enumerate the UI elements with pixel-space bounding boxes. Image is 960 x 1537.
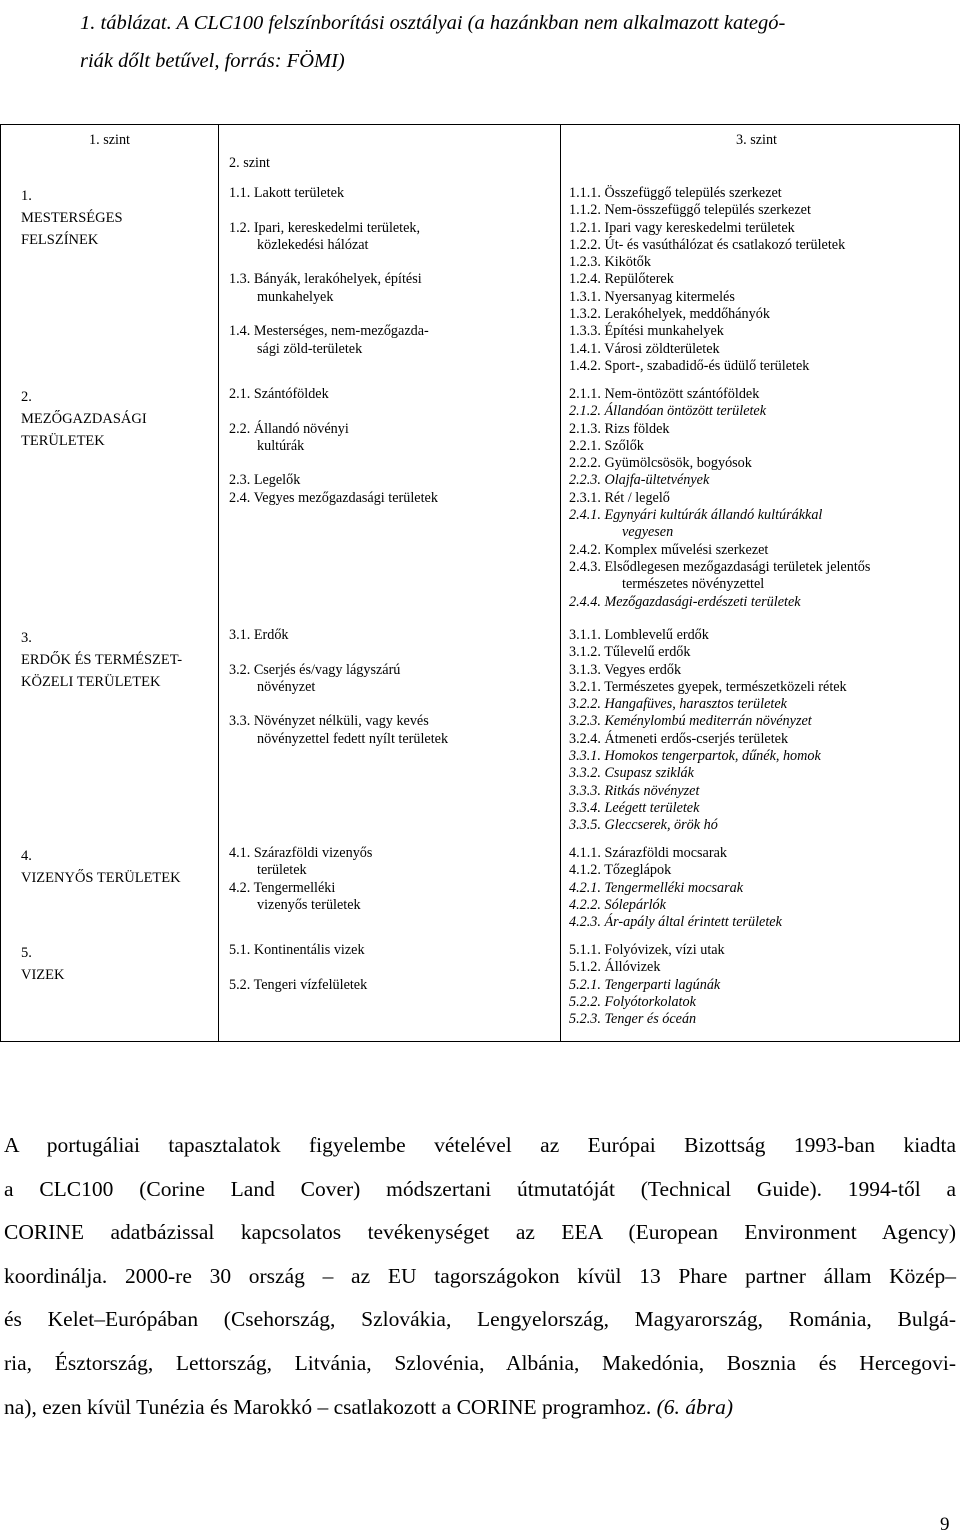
level2-item: közlekedési hálózat [257, 236, 369, 253]
level2-item: 2.3. Legelők [229, 472, 301, 489]
caption-line: riák dőlt betűvel, forrás: FÖMI) [80, 50, 345, 72]
level1-cell [21, 386, 206, 452]
level3-item: 2.3.1. Rét / legelő [569, 489, 670, 506]
level1-line: 5. [21, 945, 32, 961]
level3-item: 3.1.3. Vegyes erdők [569, 661, 682, 678]
level3-item: 1.2.1. Ipari vagy kereskedelmi területek [569, 219, 795, 236]
level3-item: 1.1.1. Összefüggő település szerkezet [569, 185, 782, 201]
level3-item: 2.4.2. Komplex művelési szerkezet [569, 541, 769, 558]
level3-cell [569, 942, 959, 1028]
level1-line: ERDŐK ÉS TERMÉSZET- [21, 652, 183, 668]
level3-item: 3.3.3. Ritkás növényzet [569, 782, 700, 799]
level2-item: 3.2. Cserjés és/vagy lágyszárú [229, 661, 401, 678]
level2-item: kultúrák [257, 437, 305, 454]
table-border-bottom [0, 1041, 960, 1042]
table-column-divider [218, 124, 219, 1042]
level2-item: 1.4. Mesterséges, nem-mezőgazda- [229, 323, 429, 340]
level3-item: 5.1.1. Folyóvizek, vízi utak [569, 942, 725, 958]
level2-item: 5.2. Tengeri vízfelületek [229, 976, 368, 993]
level3-item: 2.4.1. Egynyári kultúrák állandó kultúrákkal [569, 507, 823, 524]
paragraph-line: és Kelet–Európában (Csehország, Szlovákia, Lengyelország, Magyarország, Románia, Bulgá- [4, 1307, 956, 1332]
level3-item: 1.2.3. Kikötők [569, 254, 651, 271]
table-column-divider [560, 124, 561, 1042]
level3-item: 3.2.1. Természetes gyepek, természetközeli rétek [569, 678, 847, 695]
level1-cell [21, 845, 206, 889]
level2-cell [229, 627, 549, 748]
level3-item: 1.3.2. Lerakóhelyek, meddőhányók [569, 306, 770, 323]
level2-item: 1.1. Lakott területek [229, 185, 345, 201]
level1-line: 2. [21, 389, 32, 405]
level3-item: 1.4.2. Sport-, szabadidő-és üdülő területek [569, 357, 810, 374]
level3-item: 5.1.2. Állóvizek [569, 959, 661, 976]
level2-item: 2.4. Vegyes mezőgazdasági területek [229, 489, 438, 506]
paragraph-line: CORINE adatbázissal kapcsolatos tevékenységet az EEA (European Environment Agency) [4, 1220, 956, 1245]
level3-item: 5.2.2. Folyótorkolatok [569, 993, 696, 1010]
level3-item: 1.2.4. Repülőterek [569, 271, 674, 288]
level2-item: sági zöld-területek [257, 340, 363, 357]
level1-cell [21, 942, 206, 986]
level3-cell [569, 386, 959, 611]
level2-cell [229, 185, 549, 358]
table-border-left [0, 124, 1, 1042]
level2-item: 1.2. Ipari, kereskedelmi területek, [229, 219, 421, 236]
level3-item: 3.3.4. Leégett területek [569, 799, 700, 816]
level3-item: 4.1.1. Szárazföldi mocsarak [569, 845, 727, 861]
level2-cell [229, 386, 549, 507]
level3-item: 1.1.2. Nem-összefüggő település szerkezet [569, 202, 811, 219]
level1-line: MEZŐGAZDASÁGI [21, 411, 147, 427]
paragraph-line: ria, Észtország, Lettország, Litvánia, Szlovénia, Albánia, Makedónia, Bosznia és Hercegovi- [4, 1350, 956, 1375]
level3-item: vegyesen [622, 524, 674, 541]
paragraph-text: na), ezen kívül Tunézia és Marokkó – csatlakozott a CORINE programhoz. [4, 1394, 657, 1419]
level2-item: munkahelyek [257, 288, 334, 305]
level3-item: 2.1.3. Rizs földek [569, 420, 670, 437]
level3-item: 2.4.3. Elsődlegesen mezőgazdasági területek jelentős [569, 558, 871, 575]
level2-item: 1.3. Bányák, lerakóhelyek, építési [229, 271, 422, 288]
header-level-2: 2. szint [229, 155, 270, 171]
table-caption [80, 4, 940, 80]
level3-item: 2.2.2. Gyümölcsösök, bogyósok [569, 455, 752, 472]
level3-item: 2.4.4. Mezőgazdasági-erdészeti területek [569, 593, 801, 610]
level1-line: TERÜLETEK [21, 433, 105, 449]
level3-cell [569, 845, 959, 931]
level1-line: MESTERSÉGES [21, 210, 123, 226]
caption-line: 1. táblázat. A CLC100 felszínborítási osztályai (a hazánkban nem alkalmazott kategó- [80, 12, 786, 34]
level1-line: VIZENYŐS TERÜLETEK [21, 870, 181, 886]
level3-item: természetes növényzettel [622, 576, 765, 593]
level3-item: 3.1.2. Tűlevelű erdők [569, 644, 691, 661]
level3-item: 5.2.3. Tenger és óceán [569, 1011, 697, 1028]
level3-item: 3.2.4. Átmeneti erdős-cserjés területek [569, 730, 789, 747]
paragraph-line [4, 1386, 956, 1430]
header-level-3: 3. szint [736, 132, 777, 148]
level3-item: 2.2.1. Szőlők [569, 437, 644, 454]
level3-item: 2.1.1. Nem-öntözött szántóföldek [569, 386, 760, 402]
level2-item: 5.1. Kontinentális vizek [229, 942, 365, 958]
level1-cell [21, 627, 206, 693]
level2-item: 4.2. Tengermelléki [229, 879, 336, 896]
level3-item: 4.1.2. Tőzeglápok [569, 862, 672, 879]
level3-item: 1.2.2. Út- és vasúthálózat és csatlakozó területek [569, 236, 846, 253]
paragraph-line: A portugáliai tapasztalatok figyelembe vételével az Európai Bizottság 1993-ban kiadta [4, 1133, 956, 1157]
level2-item: 3.1. Erdők [229, 627, 289, 643]
level2-cell [229, 942, 549, 994]
level1-line: 1. [21, 188, 32, 204]
level2-item: 4.1. Szárazföldi vizenyős [229, 845, 373, 861]
level3-item: 2.2.3. Olajfa-ültetvények [569, 472, 710, 489]
level3-cell [569, 627, 959, 835]
level1-line: FELSZÍNEK [21, 232, 99, 248]
level2-item: növényzettel fedett nyílt területek [257, 730, 449, 747]
level3-item: 5.2.1. Tengerparti lagúnák [569, 976, 721, 993]
level3-item: 3.3.5. Gleccserek, örök hó [569, 817, 718, 834]
level2-item: vizenyős területek [257, 896, 361, 913]
level3-item: 1.3.3. Építési munkahelyek [569, 323, 724, 340]
level3-item: 4.2.1. Tengermelléki mocsarak [569, 879, 744, 896]
level2-item: területek [257, 862, 307, 879]
level2-item: növényzet [257, 678, 316, 695]
figure-reference: (6. ábra) [656, 1394, 734, 1419]
level3-cell [569, 185, 959, 375]
level3-item: 3.2.3. Keménylombú mediterrán növényzet [569, 713, 812, 730]
level2-item: 2.1. Szántóföldek [229, 386, 329, 402]
level3-item: 3.3.2. Csupasz sziklák [569, 765, 694, 782]
level3-item: 2.1.2. Állandóan öntözött területek [569, 403, 767, 420]
level3-item: 4.2.3. Ár-apály által érintett területek [569, 914, 782, 931]
level2-item: 2.2. Állandó növényi [229, 420, 349, 437]
page-number: 9 [940, 1514, 950, 1535]
level2-item: 3.3. Növényzet nélküli, vagy kevés [229, 713, 429, 730]
header-level-1: 1. szint [89, 132, 130, 148]
level3-item: 1.4.1. Városi zöldterületek [569, 340, 720, 357]
level1-line: KÖZELI TERÜLETEK [21, 674, 161, 690]
level2-cell [229, 845, 549, 914]
level3-item: 4.2.2. Sólepárlók [569, 896, 666, 913]
level3-item: 1.3.1. Nyersanyag kitermelés [569, 288, 735, 305]
level3-item: 3.1.1. Lomblevelű erdők [569, 627, 709, 643]
land-cover-table [0, 124, 960, 1042]
level1-cell [21, 185, 206, 251]
paragraph-line: koordinálja. 2000-re 30 ország – az EU tagországokon kívül 13 Phare partner állam Közép– [4, 1263, 956, 1288]
level1-line: VIZEK [21, 967, 65, 983]
level1-line: 4. [21, 848, 32, 864]
level3-item: 3.3.1. Homokos tengerpartok, dűnék, homok [569, 748, 821, 765]
paragraph-line: a CLC100 (Corine Land Cover) módszertani útmutatóját (Technical Guide). 1994-től a [4, 1176, 956, 1201]
table-border-top [0, 124, 960, 125]
level3-item: 3.2.2. Hangafüves, harasztos területek [569, 696, 787, 713]
level1-line: 3. [21, 630, 32, 646]
body-paragraph [4, 1124, 956, 1429]
